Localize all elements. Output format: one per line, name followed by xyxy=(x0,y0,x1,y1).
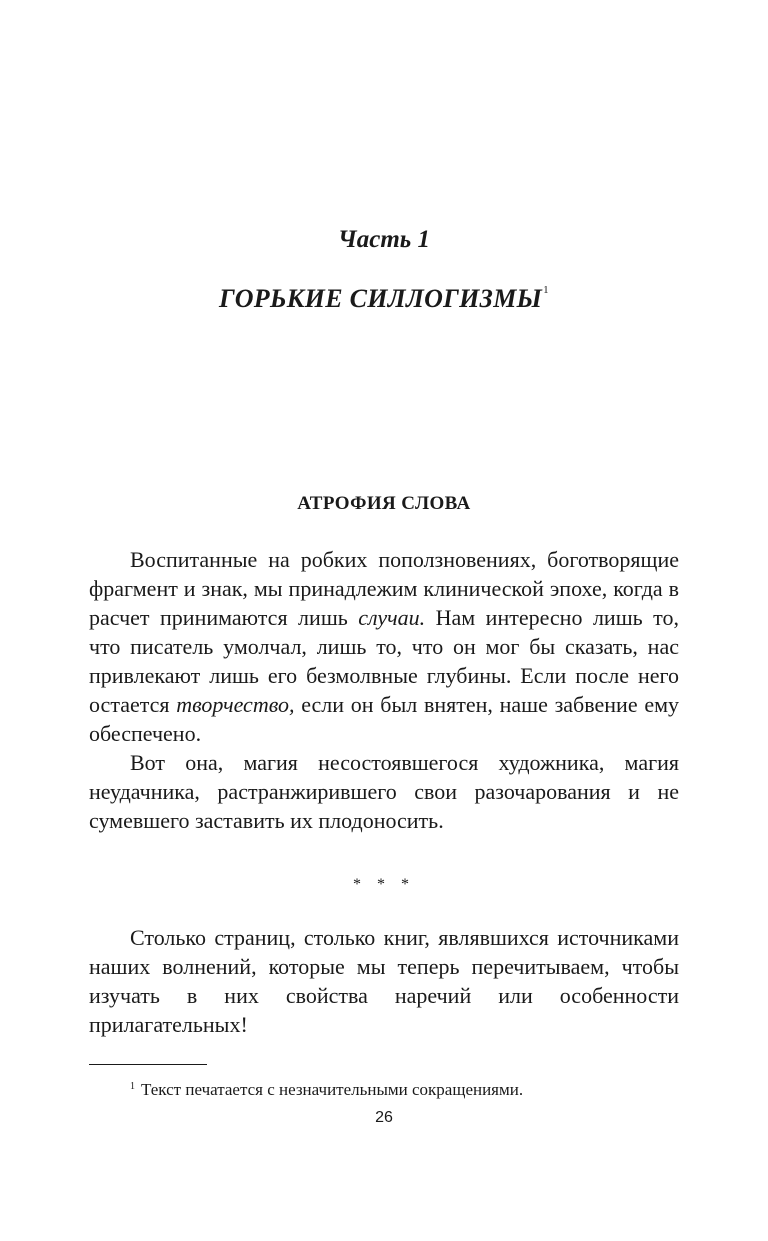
p3-line-3: ем, чтобы изучать в них свойства наречий или особен xyxy=(89,954,679,1008)
part-label: Часть 1 xyxy=(338,226,430,253)
section-separator: * * * xyxy=(353,876,415,893)
p1-line-2: щие фрагмент и знак, мы принадлежим клинической эпо xyxy=(89,547,679,601)
footnote xyxy=(130,1076,690,1101)
p1-emphasis-cases: случаи. xyxy=(358,605,426,630)
p1-line-3b: Нам инте xyxy=(425,605,529,630)
paragraph-2 xyxy=(89,748,679,835)
p2-line-2: неудачника, растранжирившего свои разочарования и xyxy=(89,779,658,804)
part-title-text: ГОРЬКИЕ СИЛЛОГИЗМЫ xyxy=(219,284,543,313)
footnote-marker: 1 xyxy=(130,1081,135,1092)
section-heading: АТРОФИЯ СЛОВА xyxy=(297,493,471,514)
p1-line-7: внятен, наше забвение ему обеспечено. xyxy=(89,692,679,746)
p3-line-2: ками наших волнений, которые мы теперь перечитыва xyxy=(89,925,679,979)
footnote-text: Текст печатается с незначительными сокращениями. xyxy=(141,1080,524,1099)
p1-line-3a: хе, когда в расчет принимаются лишь xyxy=(89,576,680,630)
p1-line-4: ресно лишь то, что писатель умолчал, лишь то, что он мог xyxy=(89,605,679,659)
p3-line-4: ности прилагательных! xyxy=(89,983,679,1037)
body-text-block-2 xyxy=(89,923,679,1039)
paragraph-1 xyxy=(89,545,679,748)
p1-line-6a: ны. Если после него остается xyxy=(89,663,679,717)
p2-line-1: Вот она, магия несостоявшегося художника, магия xyxy=(130,750,679,775)
p1-line-1: Воспитанные на робких поползновениях, боготворя xyxy=(130,547,641,572)
page-number: 26 xyxy=(375,1109,393,1126)
p3-line-1: Столько страниц, столько книг, являвшихся источни xyxy=(130,925,634,950)
p1-line-5: бы сказать, нас привлекают лишь его безмолвные глуби xyxy=(89,634,679,688)
p1-emphasis-works: творчество, xyxy=(176,692,295,717)
p1-line-6b: если он был xyxy=(294,692,424,717)
part-title xyxy=(0,284,768,314)
p2-line-3: не сумевшего заставить их плодоносить. xyxy=(89,779,679,833)
paragraph-3 xyxy=(89,923,679,1039)
footnote-divider xyxy=(89,1064,207,1065)
footnote-ref: 1 xyxy=(543,284,549,296)
body-text-block-1 xyxy=(89,545,679,835)
